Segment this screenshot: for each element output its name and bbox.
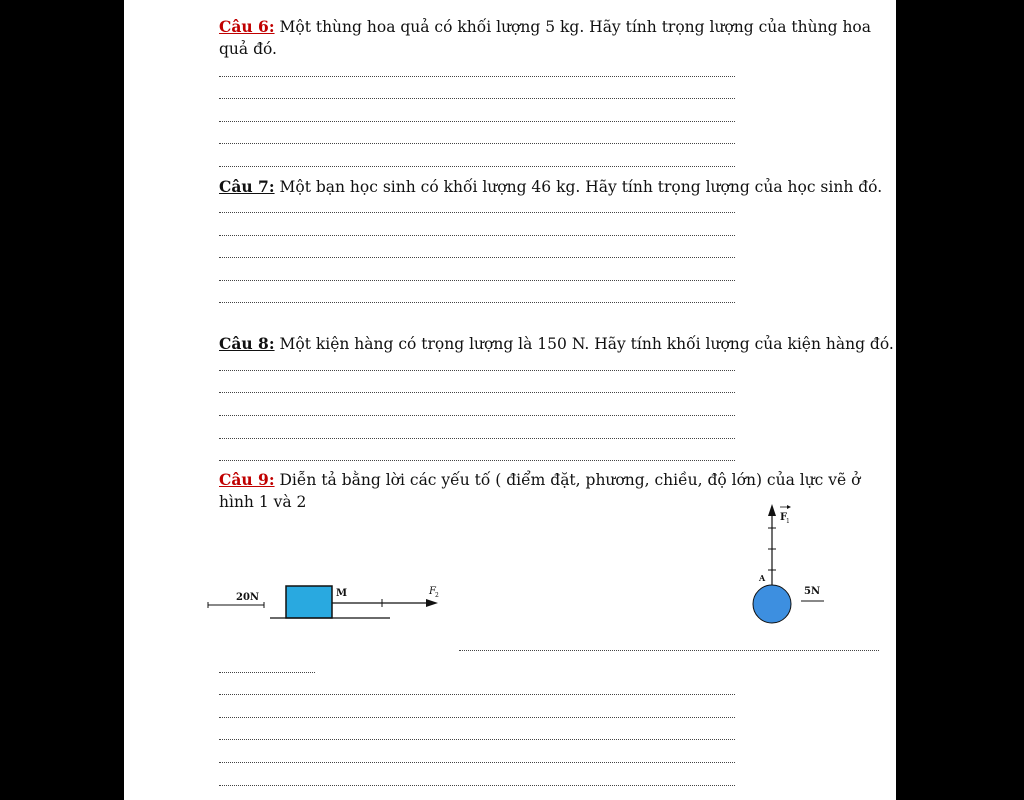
question-8-label: Câu 8: (219, 334, 275, 353)
question-8 (219, 332, 894, 356)
answer-line (219, 98, 735, 99)
question-6-label: Câu 6: (219, 17, 275, 36)
block-m (286, 586, 332, 618)
question-9 (219, 468, 860, 492)
answer-line (219, 785, 735, 786)
answer-line (219, 166, 735, 167)
question-9-text: Diễn tả bằng lời các yếu tố ( điểm đặt, phương, chiều, độ lớn) của lực vẽ ở (274, 471, 861, 489)
question-7 (219, 175, 882, 199)
answer-line (219, 212, 735, 213)
vector-arrow-icon (787, 505, 791, 509)
force-2-subscript: 2 (435, 592, 439, 599)
answer-line (219, 392, 735, 393)
answer-line (459, 650, 879, 651)
answer-line (219, 370, 735, 371)
answer-line (219, 257, 735, 258)
force-1-label: F (780, 512, 788, 523)
answer-line (219, 717, 735, 718)
answer-line (219, 302, 735, 303)
question-6-text-cont: quả đó. (219, 40, 277, 58)
answer-line (219, 762, 735, 763)
figure-2-scale-label: 5N (804, 586, 821, 597)
worksheet-page (124, 0, 896, 800)
question-9-label: Câu 9: (219, 470, 275, 489)
arrowhead-icon (768, 504, 776, 516)
figure-1-scale-label: 20N (236, 592, 260, 603)
answer-line (219, 739, 735, 740)
answer-line (219, 76, 735, 77)
arrowhead-icon (426, 599, 438, 607)
answer-line (219, 121, 735, 122)
question-6-text: Một thùng hoa quả có khối lượng 5 kg. Hãy tính trọng lượng của thùng hoa (274, 18, 872, 36)
force-2-label: F (429, 586, 436, 597)
question-7-label: Câu 7: (219, 177, 275, 196)
question-8-text: Một kiện hàng có trọng lượng là 150 N. Hãy tính khối lượng của kiện hàng đó. (274, 335, 894, 353)
block-label: M (336, 588, 348, 599)
question-6 (219, 15, 871, 39)
answer-line (219, 235, 735, 236)
question-9-text-cont: hình 1 và 2 (219, 493, 307, 511)
answer-line (219, 438, 735, 439)
answer-line (219, 143, 735, 144)
ball (753, 585, 791, 623)
figure-2 (744, 500, 834, 625)
force-1-subscript: 1 (786, 518, 790, 525)
answer-line (219, 280, 735, 281)
point-a-label: A (759, 573, 766, 583)
question-7-text: Một bạn học sinh có khối lượng 46 kg. Hãy tính trọng lượng của học sinh đó. (274, 178, 883, 196)
answer-line (219, 460, 735, 461)
answer-line (219, 415, 735, 416)
answer-line (219, 694, 735, 695)
figure-1 (204, 575, 444, 625)
answer-line (219, 672, 315, 673)
